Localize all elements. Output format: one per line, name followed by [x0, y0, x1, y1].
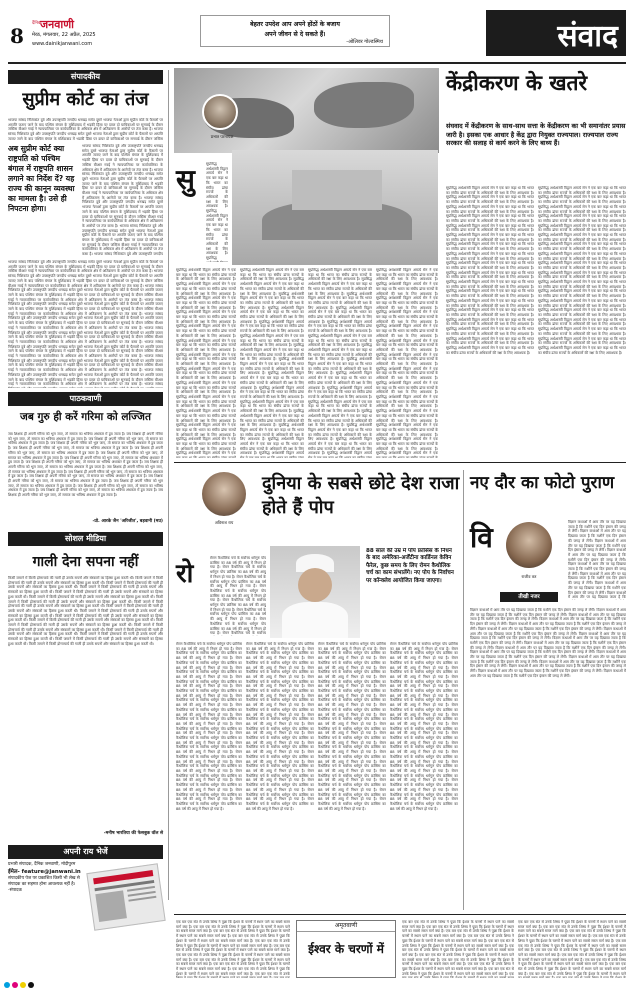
patkawani-body: जब शिक्षक ही अपनी गरिमा को भूल जाए, तो समाज का भविष्य अंधकार में डूब जाता है। जब शिक्षक ही अपनी गरिमा को भूल जाए, तो समाज का भविष्य अंधकार में डूब जाता है। जब शिक्षक ही अपनी गरिमा को भूल जाए, तो समाज का भविष्य अंधकार में डूब जाता है। जब शिक्षक ही अपनी गरिमा को भूल जाए, तो समाज का भविष्य अंधकार में डूब जाता है। जब शिक्षक ही अपनी गरिमा को भूल जाए, तो समाज का भविष्य अंधकार में डूब जाता है। जब शिक्षक ही अपनी गरिमा को भूल जाए, तो समाज का भविष्य अंधकार में डूब जाता है। जब शिक्षक ही अपनी गरिमा को भूल जाए, तो समाज का भविष्य अंधकार में डूब जाता है। जब शिक्षक ही अपनी गरिमा को भूल जाए, तो समाज का भविष्य अंधकार में डूब जाता है। जब शिक्षक ही अपनी गरिमा को भूल जाए, तो समाज का भविष्य अंधकार में डूब जाता है। जब शिक्षक ही अपनी गरिमा को भूल जाए, तो समाज का भविष्य अंधकार में डूब जाता है। जब शिक्षक ही अपनी गरिमा को भूल जाए, तो समाज का भविष्य अंधकार में डूब जाता है। जब शिक्षक ही अपनी गरिमा को भूल जाए, तो समाज का भविष्य अंधकार में डूब जाता है। जब शिक्षक ही अपनी गरिमा को भूल जाए, तो समाज का भविष्य अंधकार में डूब जाता है। जब शिक्षक ही अपनी गरिमा को भूल जाए, तो समाज का भविष्य अंधकार में डूब जाता है। जब शिक्षक ही अपनी गरिमा को भूल जाए, तो समाज का भविष्य अंधकार में डूब जाता है। जब शिक्षक ही अपनी गरिमा को भूल जाए, तो समाज का भविष्य अंधकार में डूब जाता है। जब शिक्षक ही अपनी गरिमा को भूल जाए, तो समाज का भविष्य अंधकार में डूब जाता है। जब शिक्षक ही अपनी गरिमा को भूल जाए, तो समाज का भविष्य अंधकार में डूब जाता है।: [8, 432, 163, 498]
registration-dot-black: [28, 982, 34, 988]
photographer-headline: नए दौर का फोटो पुराण: [470, 473, 615, 493]
editorial-body-bottom: भाजपा सांसद निशिकांत दुबे और उपराष्ट्रपति जगदीप धनखड़ समेत दूसरे भाजपा नेताओं द्वारा सुप्रीम कोर्ट के फैसलों पर आपत्ति जताए जाने के बाद पश्चिम बंगाल के मुर्शिदाबाद में भड़की हिंसा पर दायर दो याचिकाओं पर सुनवाई के दौरान जस्टिस बीआर गवई ने न्यायपालिका पर कार्यपालिका के अधिकार क्षेत्र में अतिक्रमण के आरोपों पर तंज कसा है। भाजपा सांसद निशिकांत दुबे और उपराष्ट्रपति जगदीप धनखड़ समेत दूसरे भाजपा नेताओं द्वारा सुप्रीम कोर्ट के फैसलों पर आपत्ति जताए जाने के बाद पश्चिम बंगाल के मुर्शिदाबाद में भड़की हिंसा पर दायर दो याचिकाओं पर सुनवाई के दौरान जस्टिस बीआर गवई ने न्यायपालिका पर कार्यपालिका के अधिकार क्षेत्र में अतिक्रमण के आरोपों पर तंज कसा है। भाजपा सांसद निशिकांत दुबे और उपराष्ट्रपति जगदीप धनखड़ समेत दूसरे भाजपा नेताओं द्वारा सुप्रीम कोर्ट के फैसलों पर आपत्ति जताए जाने के बाद पश्चिम बंगाल के मुर्शिदाबाद में भड़की हिंसा पर दायर दो याचिकाओं पर सुनवाई के दौरान जस्टिस बीआर गवई ने न्यायपालिका पर कार्यपालिका के अधिकार क्षेत्र में अतिक्रमण के आरोपों पर तंज कसा है। भाजपा सांसद निशिकांत दुबे और उपराष्ट्रपति जगदीप धनखड़ समेत दूसरे भाजपा नेताओं द्वारा सुप्रीम कोर्ट के फैसलों पर आपत्ति जताए जाने के बाद पश्चिम बंगाल के मुर्शिदाबाद में भड़की हिंसा पर दायर दो याचिकाओं पर सुनवाई के दौरान जस्टिस बीआर गवई ने न्यायपालिका पर कार्यपालिका के अधिकार क्षेत्र में अतिक्रमण के आरोपों पर तंज कसा है। भाजपा सांसद निशिकांत दुबे और उपराष्ट्रपति जगदीप धनखड़ समेत दूसरे भाजपा नेताओं द्वारा सुप्रीम कोर्ट के फैसलों पर आपत्ति जताए जाने के बाद पश्चिम बंगाल के मुर्शिदाबाद में भड़की हिंसा पर दायर दो याचिकाओं पर सुनवाई के दौरान जस्टिस बीआर गवई ने न्यायपालिका पर कार्यपालिका के अधिकार क्षेत्र में अतिक्रमण के आरोपों पर तंज कसा है। भाजपा सांसद निशिकांत दुबे और उपराष्ट्रपति जगदीप धनखड़ समेत दूसरे भाजपा नेताओं द्वारा सुप्रीम कोर्ट के फैसलों पर आपत्ति जताए जाने के बाद पश्चिम बंगाल के मुर्शिदाबाद में भड़की हिंसा पर दायर दो याचिकाओं पर सुनवाई के दौरान जस्टिस बीआर गवई ने न्यायपालिका पर कार्यपालिका के अधिकार क्षेत्र में अतिक्रमण के आरोपों पर तंज कसा है। भाजपा सांसद निशिकांत दुबे और उपराष्ट्रपति जगदीप धनखड़ समेत दूसरे भाजपा नेताओं द्वारा सुप्रीम कोर्ट के फैसलों पर आपत्ति जताए जाने के बाद पश्चिम बंगाल के मुर्शिदाबाद में भड़की हिंसा पर दायर दो याचिकाओं पर सुनवाई के दौरान जस्टिस बीआर गवई ने न्यायपालिका पर कार्यपालिका के अधिकार क्षेत्र में अतिक्रमण के आरोपों पर तंज कसा है। भाजपा सांसद निशिकांत दुबे और उपराष्ट्रपति जगदीप धनखड़ समेत दूसरे भाजपा नेताओं द्वारा सुप्रीम कोर्ट के फैसलों पर आपत्ति जताए जाने के बाद पश्चिम बंगाल के मुर्शिदाबाद में भड़की हिंसा पर दायर दो याचिकाओं पर सुनवाई के दौरान जस्टिस बीआर गवई ने न्यायपालिका पर कार्यपालिका के अधिकार क्षेत्र में अतिक्रमण के आरोपों पर तंज कसा है। भाजपा सांसद निशिकांत दुबे और उपराष्ट्रपति जगदीप धनखड़ समेत दूसरे भाजपा नेताओं द्वारा सुप्रीम कोर्ट के फैसलों पर आपत्ति जताए जाने के बाद पश्चिम बंगाल के मुर्शिदाबाद में भड़की हिंसा पर दायर दो याचिकाओं पर सुनवाई के दौरान जस्टिस बीआर गवई ने न्यायपालिका पर कार्यपालिका के अधिकार क्षेत्र में अतिक्रमण के आरोपों पर तंज कसा है। भाजपा सांसद: [8, 260, 163, 387]
amritvani-body-left: एक बार एक संत से उनके शिष्य ने पूछा कि ईश्वर के चरणों में स्थान पाने का सबसे सरल मार्ग क्या है। एक बार एक संत से उनके शिष्य ने पूछा कि ईश्वर के चरणों में स्थान पाने का सबसे सरल मार्ग क्या है। एक बार एक संत से उनके शिष्य ने पूछा कि ईश्वर के चरणों में स्थान पाने का सबसे सरल मार्ग क्या है। एक बार एक संत से उनके शिष्य ने पूछा कि ईश्वर के चरणों में स्थान पाने का सबसे सरल मार्ग क्या है। एक बार एक संत से उनके शिष्य ने पूछा कि ईश्वर के चरणों में स्थान पाने का सबसे सरल मार्ग क्या है। एक बार एक संत से उनके शिष्य ने पूछा कि ईश्वर के चरणों में स्थान पाने का सबसे सरल मार्ग क्या है। एक बार एक संत से उनके शिष्य ने पूछा कि ईश्वर के चरणों में स्थान पाने का सबसे सरल मार्ग क्या है। एक बार एक संत से उनके शिष्य ने पूछा कि ईश्वर के चरणों में स्थान पाने का सबसे सरल मार्ग क्या है। एक बार एक संत से उनके शिष्य ने पूछा कि ईश्वर के चरणों में स्थान पाने का सबसे सरल मार्ग क्या है। एक बार एक संत से उनके शिष्य ने पूछा कि ईश्वर के चरणों में स्थान पाने का सबसे सरल मार्ग क्या है। एक बार एक संत से उनके: [176, 920, 290, 976]
letters-line-1: प्रभारी संपादक, दैनिक जनवाणी, मोदीपुरम: [8, 862, 76, 867]
quote-author: -ओलिवर गोल्डस्मिथ: [346, 39, 383, 45]
masthead-rule: [8, 62, 626, 64]
centralization-body-col5: सुप्रसिद्ध अर्थशास्त्री विद्वान अमर्त्य सेन ने एक बार कहा था कि भारत का संघीय ढांचा राज्यों के अधिकारों की रक्षा के लिए आवश्यक है। सुप्रसिद्ध अर्थशास्त्री विद्वान अमर्त्य सेन ने एक बार कहा था कि भारत का संघीय ढांचा राज्यों के अधिकारों की रक्षा के लिए आवश्यक है। सुप्रसिद्ध अर्थशास्त्री विद्वान अमर्त्य सेन ने एक बार कहा था कि भारत का संघीय ढांचा राज्यों के अधिकारों की रक्षा के लिए आवश्यक है। सुप्रसिद्ध अर्थशास्त्री विद्वान अमर्त्य सेन ने एक बार कहा था कि भारत का संघीय ढांचा राज्यों के अधिकारों की रक्षा के लिए आवश्यक है। सुप्रसिद्ध अर्थशास्त्री विद्वान अमर्त्य सेन ने एक बार कहा था कि भारत का संघीय ढांचा राज्यों के अधिकारों की रक्षा के लिए आवश्यक है। सुप्रसिद्ध अर्थशास्त्री विद्वान अमर्त्य सेन ने एक बार कहा था कि भारत का संघीय ढांचा राज्यों के अधिकारों की रक्षा के लिए आवश्यक है। सुप्रसिद्ध अर्थशास्त्री विद्वान अमर्त्य सेन ने एक बार कहा था कि भारत का संघीय ढांचा राज्यों के अधिकारों की रक्षा के लिए आवश्यक है। सुप्रसिद्ध अर्थशास्त्री विद्वान अमर्त्य सेन ने एक बार कहा था कि भारत का संघीय ढांचा राज्यों के अधिकारों की रक्षा के लिए आवश्यक है। सुप्रसिद्ध अर्थशास्त्री विद्वान अमर्त्य सेन ने एक बार कहा था कि भारत का संघीय ढांचा राज्यों के अधिकारों की रक्षा के लिए आवश्यक है। सुप्रसिद्ध अर्थशास्त्री विद्वान अमर्त्य सेन ने एक बार कहा था कि भारत का संघीय ढांचा राज्यों के अधिकारों की रक्षा के लिए आवश्यक है। सुप्रसिद्ध अर्थशास्त्री विद्वान अमर्त्य सेन ने एक बार कहा था कि भारत का संघीय ढांचा राज्यों के अधिकारों की रक्षा के लिए आवश्यक है। सुप्रसिद्ध अर्थशास्त्री विद्वान अमर्त्य सेन ने एक बार कहा था कि भारत का संघीय ढांचा राज्यों के अधिकारों की रक्षा के लिए आवश्यक है। सुप्रसिद्ध अर्थशास्त्री विद्वान अमर्त्य सेन ने एक बार कहा था कि भारत का संघीय ढांचा राज्यों के अधिकारों की रक्षा के लिए आवश्यक है। सुप्रसिद्ध अर्थशास्त्री विद्वान अमर्त्य सेन ने एक बार कहा था कि भारत का संघीय ढांचा राज्यों के अधिकारों की रक्षा के लिए आवश्यक है। सुप्रसिद्ध अर्थशास्त्री विद्वान अमर्त्य सेन ने एक बार कहा था कि भारत का संघीय ढांचा राज्यों के अधिकारों की रक्षा के लिए आवश्यक है। सुप्रसिद्ध अर्थशास्त्री विद्वान अमर्त्य सेन ने एक बार कहा था कि भारत का संघीय ढांचा राज्यों के अधिकारों की रक्षा के लिए आवश्यक है। सुप्रसिद्ध अर्थशास्त्री विद्वान अमर्त्य सेन ने एक बार कहा था कि भारत का संघीय ढांचा राज्यों के अधिकारों की रक्षा के लिए आवश्यक है। सुप्रसिद्ध अर्थशास्त्री विद्वान अमर्त्य सेन ने एक बार कहा था कि भारत का संघीय ढांचा राज्यों के अधिकारों की रक्षा के लिए आवश्यक है।: [446, 186, 534, 355]
patkawani-label: पाठकवाणी: [8, 392, 163, 406]
amritvani-label: अमृतवाणी: [297, 921, 395, 932]
parliament-illustration: [232, 150, 438, 265]
registration-dot-cyan: [4, 982, 10, 988]
columnist-caption: प्रभात पटनायक: [210, 134, 234, 139]
masthead: [0, 0, 634, 62]
writer-portrait: [202, 472, 246, 516]
editorial-body-side: भाजपा सांसद निशिकांत दुबे और उपराष्ट्रपति जगदीप धनखड़ समेत दूसरे भाजपा नेताओं द्वारा सुप्रीम कोर्ट के फैसलों पर आपत्ति जताए जाने के बाद पश्चिम बंगाल के मुर्शिदाबाद में भड़की हिंसा पर दायर दो याचिकाओं पर सुनवाई के दौरान जस्टिस बीआर गवई ने न्यायपालिका पर कार्यपालिका के अधिकार क्षेत्र में अतिक्रमण के आरोपों पर तंज कसा है। भाजपा सांसद निशिकांत दुबे और उपराष्ट्रपति जगदीप धनखड़ समेत दूसरे भाजपा नेताओं द्वारा सुप्रीम कोर्ट के फैसलों पर आपत्ति जताए जाने के बाद पश्चिम बंगाल के मुर्शिदाबाद में भड़की हिंसा पर दायर दो याचिकाओं पर सुनवाई के दौरान जस्टिस बीआर गवई ने न्यायपालिका पर कार्यपालिका के अधिकार क्षेत्र में अतिक्रमण के आरोपों पर तंज कसा है। भाजपा सांसद निशिकांत दुबे और उपराष्ट्रपति जगदीप धनखड़ समेत दूसरे भाजपा नेताओं द्वारा सुप्रीम कोर्ट के फैसलों पर आपत्ति जताए जाने के बाद पश्चिम बंगाल के मुर्शिदाबाद में भड़की हिंसा पर दायर दो याचिकाओं पर सुनवाई के दौरान जस्टिस बीआर गवई ने न्यायपालिका पर कार्यपालिका के अधिकार क्षेत्र में अतिक्रमण के आरोपों पर तंज कसा है। भाजपा सांसद निशिकांत दुबे और उपराष्ट्रपति जगदीप धनखड़ समेत दूसरे भाजपा नेताओं द्वारा सुप्रीम कोर्ट के फैसलों पर आपत्ति जताए जाने के बाद पश्चिम बंगाल के मुर्शिदाबाद में भड़की हिंसा पर दायर दो याचिकाओं पर सुनवाई के दौरान जस्टिस बीआर गवई ने न्यायपालिका पर कार्यपालिका के अधिकार क्षेत्र में अतिक्रमण के आरोपों पर तंज कसा है। भाजपा सांसद निशिकांत दुबे और उपराष्ट्रपति जगदीप: [82, 144, 163, 256]
pope-body-col4: रोमन कैथोलिक चर्च के सर्वोच्च धर्मगुरु पोप फ्रांसिस का 88 वर्ष की आयु में निधन हो गया है। रोमन कैथोलिक चर्च के सर्वोच्च धर्मगुरु पोप फ्रांसिस का 88 वर्ष की आयु में निधन हो गया है। रोमन कैथोलिक चर्च के सर्वोच्च धर्मगुरु पोप फ्रांसिस का 88 वर्ष की आयु में निधन हो गया है। रोमन कैथोलिक चर्च के सर्वोच्च धर्मगुरु पोप फ्रांसिस का 88 वर्ष की आयु में निधन हो गया है। रोमन कैथोलिक चर्च के सर्वोच्च धर्मगुरु पोप फ्रांसिस का 88 वर्ष की आयु में निधन हो गया है। रोमन कैथोलिक चर्च के सर्वोच्च धर्मगुरु पोप फ्रांसिस का 88 वर्ष की आयु में निधन हो गया है। रोमन कैथोलिक चर्च के सर्वोच्च धर्मगुरु पोप फ्रांसिस का 88 वर्ष की आयु में निधन हो गया है। रोमन कैथोलिक चर्च के सर्वोच्च धर्मगुरु पोप फ्रांसिस का 88 वर्ष की आयु में निधन हो गया है। रोमन कैथोलिक चर्च के सर्वोच्च धर्मगुरु पोप फ्रांसिस का 88 वर्ष की आयु में निधन हो गया है। रोमन कैथोलिक चर्च के सर्वोच्च धर्मगुरु पोप फ्रांसिस का 88 वर्ष की आयु में निधन हो गया है। रोमन कैथोलिक चर्च के सर्वोच्च धर्मगुरु पोप फ्रांसिस का 88 वर्ष की आयु में निधन हो गया है। रोमन कैथोलिक चर्च के सर्वोच्च धर्मगुरु पोप फ्रांसिस का 88 वर्ष की आयु में निधन हो गया है। रोमन कैथोलिक चर्च के सर्वोच्च धर्मगुरु पोप फ्रांसिस का 88 वर्ष की आयु में निधन हो गया है। रोमन कैथोलिक चर्च के सर्वोच्च धर्मगुरु पोप फ्रांसिस का 88 वर्ष की आयु में निधन हो गया है। रोमन कैथोलिक चर्च के सर्वोच्च धर्मगुरु पोप फ्रांसिस का 88 वर्ष की आयु में निधन हो गया है। रोमन कैथोलिक चर्च के सर्वोच्च धर्मगुरु पोप फ्रांसिस का 88 वर्ष की आयु में निधन हो गया है। रोमन कैथोलिक चर्च के सर्वोच्च धर्मगुरु पोप फ्रांसिस का 88 वर्ष की आयु में निधन हो गया है। रोमन कैथोलिक चर्च के सर्वोच्च धर्मगुरु पोप फ्रांसिस का 88 वर्ष की आयु में निधन हो गया है।: [390, 642, 458, 811]
editorial-pullquote: अब सुप्रीम कोर्ट क्या राष्ट्रपति को पश्चिम बंगाल में राष्ट्रपति शासन लगाने का निर्देश दें? यह राज्य की कानून व्यवस्था का मामला है। उसे ही निपटना होगा।: [8, 144, 75, 213]
section-title: संवाद: [557, 19, 618, 54]
pope-headline: दुनिया के सबसे छोटे देश राजा होते हैं पोप: [262, 473, 460, 518]
photographer-dropcap: वि: [470, 521, 493, 554]
registration-dot-yellow: [20, 982, 26, 988]
centralization-body-col4: सुप्रसिद्ध अर्थशास्त्री विद्वान अमर्त्य सेन ने एक बार कहा था कि भारत का संघीय ढांचा राज्यों के अधिकारों की रक्षा के लिए आवश्यक है। सुप्रसिद्ध अर्थशास्त्री विद्वान अमर्त्य सेन ने एक बार कहा था कि भारत का संघीय ढांचा राज्यों के अधिकारों की रक्षा के लिए आवश्यक है। सुप्रसिद्ध अर्थशास्त्री विद्वान अमर्त्य सेन ने एक बार कहा था कि भारत का संघीय ढांचा राज्यों के अधिकारों की रक्षा के लिए आवश्यक है। सुप्रसिद्ध अर्थशास्त्री विद्वान अमर्त्य सेन ने एक बार कहा था कि भारत का संघीय ढांचा राज्यों के अधिकारों की रक्षा के लिए आवश्यक है। सुप्रसिद्ध अर्थशास्त्री विद्वान अमर्त्य सेन ने एक बार कहा था कि भारत का संघीय ढांचा राज्यों के अधिकारों की रक्षा के लिए आवश्यक है। सुप्रसिद्ध अर्थशास्त्री विद्वान अमर्त्य सेन ने एक बार कहा था कि भारत का संघीय ढांचा राज्यों के अधिकारों की रक्षा के लिए आवश्यक है। सुप्रसिद्ध अर्थशास्त्री विद्वान अमर्त्य सेन ने एक बार कहा था कि भारत का संघीय ढांचा राज्यों के अधिकारों की रक्षा के लिए आवश्यक है। सुप्रसिद्ध अर्थशास्त्री विद्वान अमर्त्य सेन ने एक बार कहा था कि भारत का संघीय ढांचा राज्यों के अधिकारों की रक्षा के लिए आवश्यक है। सुप्रसिद्ध अर्थशास्त्री विद्वान अमर्त्य सेन ने एक बार कहा था कि भारत का संघीय ढांचा राज्यों के अधिकारों की रक्षा के लिए आवश्यक है। सुप्रसिद्ध अर्थशास्त्री विद्वान अमर्त्य सेन ने एक बार कहा था कि भारत का संघीय ढांचा राज्यों के अधिकारों की रक्षा के लिए आवश्यक है। सुप्रसिद्ध अर्थशास्त्री विद्वान अमर्त्य सेन ने एक बार कहा था कि भारत का संघीय ढांचा राज्यों के अधिकारों की रक्षा के लिए आवश्यक है। सुप्रसिद्ध अर्थशास्त्री विद्वान अमर्त्य सेन ने एक बार कहा था कि भारत का संघीय ढांचा राज्यों के अधिकारों की रक्षा के लिए आवश्यक है। सुप्रसिद्ध अर्थशास्त्री विद्वान अमर्त्य सेन ने एक बार कहा था कि भारत का संघीय ढांचा राज्यों के अधिकारों की रक्षा के लिए आवश्यक है। सुप्रसिद्ध अर्थशास्त्री विद्वान अमर्त्य सेन ने एक: [376, 268, 438, 456]
photographer-byline-label: तीखी नजर: [500, 592, 558, 602]
amritvani-body-right: एक बार एक संत से उनके शिष्य ने पूछा कि ईश्वर के चरणों में स्थान पाने का सबसे सरल मार्ग क्या है। एक बार एक संत से उनके शिष्य ने पूछा कि ईश्वर के चरणों में स्थान पाने का सबसे सरल मार्ग क्या है। एक बार एक संत से उनके शिष्य ने पूछा कि ईश्वर के चरणों में स्थान पाने का सबसे सरल मार्ग क्या है। एक बार एक संत से उनके शिष्य ने पूछा कि ईश्वर के चरणों में स्थान पाने का सबसे सरल मार्ग क्या है। एक बार एक संत से उनके शिष्य ने पूछा कि ईश्वर के चरणों में स्थान पाने का सबसे सरल मार्ग क्या है। एक बार एक संत से उनके शिष्य ने पूछा कि ईश्वर के चरणों में स्थान पाने का सबसे सरल मार्ग क्या है। एक बार एक संत से उनके शिष्य ने पूछा कि ईश्वर के चरणों में स्थान पाने का सबसे सरल मार्ग क्या है। एक बार एक संत से उनके शिष्य ने पूछा कि ईश्वर के चरणों में स्थान पाने का सबसे सरल मार्ग क्या है। एक बार एक संत से उनके शिष्य ने पूछा कि ईश्वर के चरणों में स्थान पाने का सबसे सरल मार्ग क्या है। एक बार एक संत से उनके शिष्य ने पूछा कि ईश्वर के चरणों में स्थान पाने: [518, 920, 626, 976]
photographer-body: विज्ञान कथाओं में आम तौर पर यह दिखाया जाता है कि मशीनें एक दिन इंसान की जगह ले लेंगी। विज्ञान कथाओं में आम तौर पर यह दिखाया जाता है कि मशीनें एक दिन इंसान की जगह ले लेंगी। विज्ञान कथाओं में आम तौर पर यह दिखाया जाता है कि मशीनें एक दिन इंसान की जगह ले लेंगी। विज्ञान कथाओं में आम तौर पर यह दिखाया जाता है कि मशीनें एक दिन इंसान की जगह ले लेंगी। विज्ञान कथाओं में आम तौर पर यह दिखाया जाता है कि मशीनें एक दिन इंसान की जगह ले लेंगी। विज्ञान कथाओं में आम तौर पर यह दिखाया जाता है कि मशीनें एक दिन इंसान की जगह ले लेंगी। विज्ञान कथाओं में आम तौर पर यह दिखाया जाता है कि मशीनें एक दिन इंसान की जगह ले लेंगी। विज्ञान कथाओं में आम तौर पर यह दिखाया जाता है कि मशीनें एक दिन इंसान की जगह ले लेंगी। विज्ञान कथाओं में आम तौर पर यह दिखाया जाता है कि मशीनें एक दिन इंसान की जगह ले लेंगी। विज्ञान कथाओं में आम तौर पर यह दिखाया जाता है कि मशीनें एक दिन इंसान की जगह ले लेंगी। विज्ञान कथाओं में आम तौर पर यह दिखाया जाता है कि मशीनें एक दिन इंसान की जगह ले लेंगी। विज्ञान कथाओं में आम तौर पर यह दिखाया जाता है कि मशीनें एक दिन इंसान की जगह ले लेंगी। विज्ञान कथाओं में आम तौर पर यह दिखाया जाता है कि मशीनें एक दिन इंसान की जगह ले लेंगी। विज्ञान कथाओं में आम तौर पर यह दिखाया जाता है कि मशीनें एक दिन इंसान की जगह ले लेंगी। विज्ञान कथाओं में आम तौर पर यह दिखाया जाता है कि मशीनें एक दिन इंसान की जगह ले लेंगी। विज्ञान कथाओं में आम तौर पर यह दिखाया जाता है कि मशीनें एक दिन इंसान की जगह ले लेंगी। विज्ञान कथाओं में आम तौर पर यह दिखाया जाता है कि मशीनें एक दिन इंसान की जगह ले लेंगी। विज्ञान कथाओं में आम तौर पर यह दिखाया जाता है कि मशीनें एक दिन इंसान की जगह ले लेंगी।: [470, 608, 626, 678]
social-label: सोशल मीडिया: [8, 532, 163, 546]
quote-line-1: बेहतर उपदेश आप अपने होंठों के बजाय: [250, 21, 340, 28]
photographer-portrait: [506, 522, 552, 568]
amritvani-body-mid: एक बार एक संत से उनके शिष्य ने पूछा कि ईश्वर के चरणों में स्थान पाने का सबसे सरल मार्ग क्या है। एक बार एक संत से उनके शिष्य ने पूछा कि ईश्वर के चरणों में स्थान पाने का सबसे सरल मार्ग क्या है। एक बार एक संत से उनके शिष्य ने पूछा कि ईश्वर के चरणों में स्थान पाने का सबसे सरल मार्ग क्या है। एक बार एक संत से उनके शिष्य ने पूछा कि ईश्वर के चरणों में स्थान पाने का सबसे सरल मार्ग क्या है। एक बार एक संत से उनके शिष्य ने पूछा कि ईश्वर के चरणों में स्थान पाने का सबसे सरल मार्ग क्या है। एक बार एक संत से उनके शिष्य ने पूछा कि ईश्वर के चरणों में स्थान पाने का सबसे सरल मार्ग क्या है। एक बार एक संत से उनके शिष्य ने पूछा कि ईश्वर के चरणों में स्थान पाने का सबसे सरल मार्ग क्या है। एक बार एक संत से उनके शिष्य ने पूछा कि ईश्वर के चरणों में स्थान पाने का सबसे सरल मार्ग क्या है। एक बार एक संत से उनके शिष्य ने पूछा कि ईश्वर के चरणों में स्थान पाने का सबसे सरल मार्ग क्या है। एक बार एक संत से उनके शिष्य ने पूछा कि ईश्वर के चरणों में स्थान पाने का सबसे सरल मार्ग क्या है। एक: [402, 920, 514, 976]
bottom-rule: [174, 914, 626, 915]
amritvani-box: [296, 920, 396, 978]
pope-body-intro: रोमन कैथोलिक चर्च के सर्वोच्च धर्मगुरु पोप फ्रांसिस का 88 वर्ष की आयु में निधन हो गया है। रोमन कैथोलिक चर्च के सर्वोच्च धर्मगुरु पोप फ्रांसिस का 88 वर्ष की आयु में निधन हो गया है। रोमन कैथोलिक चर्च के सर्वोच्च धर्मगुरु पोप फ्रांसिस का 88 वर्ष की आयु में निधन हो गया है। रोमन कैथोलिक चर्च के सर्वोच्च धर्मगुरु पोप फ्रांसिस का 88 वर्ष की आयु में निधन हो गया है। रोमन कैथोलिक चर्च के सर्वोच्च धर्मगुरु पोप फ्रांसिस का 88 वर्ष की आयु में निधन हो गया है। रोमन कैथोलिक चर्च के सर्वोच्च धर्मगुरु पोप फ्रांसिस का 88 वर्ष की आयु में निधन हो गया है। रोमन कैथोलिक चर्च के सर्वोच्च धर्मगुरु पोप फ्रांसिस का 88 वर्ष की आयु में निधन हो गया है। रोमन कैथोलिक चर्च के सर्वोच्च: [210, 556, 266, 636]
section-banner: [486, 10, 626, 56]
quote-box: [200, 15, 390, 47]
social-headline: गाली देना सपना नहीं: [32, 554, 139, 570]
patkawani-author: -प्रो. आरके जैन 'अरिजीत', बड़वानी (मप्र): [92, 519, 163, 524]
paper-name: जनवाणी: [40, 18, 75, 31]
dropcap-letter: सु: [176, 163, 195, 196]
letters-line-2[interactable]: ईमेल- feature@janwani.in: [8, 869, 81, 875]
editorial-headline: सुप्रीम कोर्ट का तंज: [22, 89, 149, 110]
centralization-body-col1: सुप्रसिद्ध अर्थशास्त्री विद्वान अमर्त्य सेन ने एक बार कहा था कि भारत का संघीय ढांचा राज्यों के अधिकारों की रक्षा के लिए आवश्यक है। सुप्रसिद्ध अर्थशास्त्री विद्वान अमर्त्य सेन ने एक बार कहा था कि भारत का संघीय ढांचा राज्यों के अधिकारों की रक्षा के लिए आवश्यक है। सुप्रसिद्ध: [206, 162, 228, 261]
quote-line-2: अपने जीवन से दे सकते हैं।: [264, 31, 326, 38]
pope-body-col3: रोमन कैथोलिक चर्च के सर्वोच्च धर्मगुरु पोप फ्रांसिस का 88 वर्ष की आयु में निधन हो गया है। रोमन कैथोलिक चर्च के सर्वोच्च धर्मगुरु पोप फ्रांसिस का 88 वर्ष की आयु में निधन हो गया है। रोमन कैथोलिक चर्च के सर्वोच्च धर्मगुरु पोप फ्रांसिस का 88 वर्ष की आयु में निधन हो गया है। रोमन कैथोलिक चर्च के सर्वोच्च धर्मगुरु पोप फ्रांसिस का 88 वर्ष की आयु में निधन हो गया है। रोमन कैथोलिक चर्च के सर्वोच्च धर्मगुरु पोप फ्रांसिस का 88 वर्ष की आयु में निधन हो गया है। रोमन कैथोलिक चर्च के सर्वोच्च धर्मगुरु पोप फ्रांसिस का 88 वर्ष की आयु में निधन हो गया है। रोमन कैथोलिक चर्च के सर्वोच्च धर्मगुरु पोप फ्रांसिस का 88 वर्ष की आयु में निधन हो गया है। रोमन कैथोलिक चर्च के सर्वोच्च धर्मगुरु पोप फ्रांसिस का 88 वर्ष की आयु में निधन हो गया है। रोमन कैथोलिक चर्च के सर्वोच्च धर्मगुरु पोप फ्रांसिस का 88 वर्ष की आयु में निधन हो गया है। रोमन कैथोलिक चर्च के सर्वोच्च धर्मगुरु पोप फ्रांसिस का 88 वर्ष की आयु में निधन हो गया है। रोमन कैथोलिक चर्च के सर्वोच्च धर्मगुरु पोप फ्रांसिस का 88 वर्ष की आयु में निधन हो गया है। रोमन कैथोलिक चर्च के सर्वोच्च धर्मगुरु पोप फ्रांसिस का 88 वर्ष की आयु में निधन हो गया है। रोमन कैथोलिक चर्च के सर्वोच्च धर्मगुरु पोप फ्रांसिस का 88 वर्ष की आयु में निधन हो गया है। रोमन कैथोलिक चर्च के सर्वोच्च धर्मगुरु पोप फ्रांसिस का 88 वर्ष की आयु में निधन हो गया है। रोमन कैथोलिक चर्च के सर्वोच्च धर्मगुरु पोप फ्रांसिस का 88 वर्ष की आयु में निधन हो गया है। रोमन कैथोलिक चर्च के सर्वोच्च धर्मगुरु पोप फ्रांसिस का 88 वर्ष की आयु में निधन हो गया है। रोमन कैथोलिक चर्च के सर्वोच्च धर्मगुरु पोप फ्रांसिस का 88 वर्ष की आयु में निधन हो गया है। रोमन कैथोलिक चर्च के सर्वोच्च धर्मगुरु पोप फ्रांसिस का 88 वर्ष की आयु में निधन हो गया है।: [318, 642, 386, 811]
centralization-body-col3: सुप्रसिद्ध अर्थशास्त्री विद्वान अमर्त्य सेन ने एक बार कहा था कि भारत का संघीय ढांचा राज्यों के अधिकारों की रक्षा के लिए आवश्यक है। सुप्रसिद्ध अर्थशास्त्री विद्वान अमर्त्य सेन ने एक बार कहा था कि भारत का संघीय ढांचा राज्यों के अधिकारों की रक्षा के लिए आवश्यक है। सुप्रसिद्ध अर्थशास्त्री विद्वान अमर्त्य सेन ने एक बार कहा था कि भारत का संघीय ढांचा राज्यों के अधिकारों की रक्षा के लिए आवश्यक है। सुप्रसिद्ध अर्थशास्त्री विद्वान अमर्त्य सेन ने एक बार कहा था कि भारत का संघीय ढांचा राज्यों के अधिकारों की रक्षा के लिए आवश्यक है। सुप्रसिद्ध अर्थशास्त्री विद्वान अमर्त्य सेन ने एक बार कहा था कि भारत का संघीय ढांचा राज्यों के अधिकारों की रक्षा के लिए आवश्यक है। सुप्रसिद्ध अर्थशास्त्री विद्वान अमर्त्य सेन ने एक बार कहा था कि भारत का संघीय ढांचा राज्यों के अधिकारों की रक्षा के लिए आवश्यक है। सुप्रसिद्ध अर्थशास्त्री विद्वान अमर्त्य सेन ने एक बार कहा था कि भारत का संघीय ढांचा राज्यों के अधिकारों की रक्षा के लिए आवश्यक है। सुप्रसिद्ध अर्थशास्त्री विद्वान अमर्त्य सेन ने एक बार कहा था कि भारत का संघीय ढांचा राज्यों के अधिकारों की रक्षा के लिए आवश्यक है। सुप्रसिद्ध अर्थशास्त्री विद्वान अमर्त्य सेन ने एक बार कहा था कि भारत का संघीय ढांचा राज्यों के अधिकारों की रक्षा के लिए आवश्यक है। सुप्रसिद्ध अर्थशास्त्री विद्वान अमर्त्य सेन ने एक बार कहा था कि भारत का संघीय ढांचा राज्यों के अधिकारों की रक्षा के लिए आवश्यक है। सुप्रसिद्ध अर्थशास्त्री विद्वान अमर्त्य सेन ने एक बार कहा था कि भारत का संघीय ढांचा राज्यों के अधिकारों की रक्षा के लिए आवश्यक है। सुप्रसिद्ध अर्थशास्त्री विद्वान अमर्त्य सेन ने एक बार कहा था कि भारत का संघीय ढांचा राज्यों के अधिकारों की रक्षा के लिए आवश्यक है। सुप्रसिद्ध अर्थशास्त्री विद्वान अमर्त्य सेन ने एक बार कहा था कि भारत का संघीय ढांचा राज्यों के अधिकारों की रक्षा के लिए आवश्यक है। सुप्रसिद्ध अर्थशास्त्री विद्वान अमर्त्य सेन ने एक बार कहा था कि भारत का संघीय ढांचा राज्यों के अधिकारों की रक्षा के लिए आवश्यक है। सुप्रसिद्ध अर्थशास्त्री विद्वान अमर्त्य: [308, 268, 372, 456]
photographer-writer-caption: राजीव कर: [521, 574, 537, 579]
paper-name-small: दैनिक: [32, 21, 42, 26]
fold-rule: [174, 462, 626, 463]
newspaper-illustration: [86, 863, 165, 930]
centralization-body-col1b: सुप्रसिद्ध अर्थशास्त्री विद्वान अमर्त्य सेन ने एक बार कहा था कि भारत का संघीय ढांचा राज्यों के अधिकारों की रक्षा के लिए आवश्यक है। सुप्रसिद्ध अर्थशास्त्री विद्वान अमर्त्य सेन ने एक बार कहा था कि भारत का संघीय ढांचा राज्यों के अधिकारों की रक्षा के लिए आवश्यक है। सुप्रसिद्ध अर्थशास्त्री विद्वान अमर्त्य सेन ने एक बार कहा था कि भारत का संघीय ढांचा राज्यों के अधिकारों की रक्षा के लिए आवश्यक है। सुप्रसिद्ध अर्थशास्त्री विद्वान अमर्त्य सेन ने एक बार कहा था कि भारत का संघीय ढांचा राज्यों के अधिकारों की रक्षा के लिए आवश्यक है। सुप्रसिद्ध अर्थशास्त्री विद्वान अमर्त्य सेन ने एक बार कहा था कि भारत का संघीय ढांचा राज्यों के अधिकारों की रक्षा के लिए आवश्यक है। सुप्रसिद्ध अर्थशास्त्री विद्वान अमर्त्य सेन ने एक बार कहा था कि भारत का संघीय ढांचा राज्यों के अधिकारों की रक्षा के लिए आवश्यक है। सुप्रसिद्ध अर्थशास्त्री विद्वान अमर्त्य सेन ने एक बार कहा था कि भारत का संघीय ढांचा राज्यों के अधिकारों की रक्षा के लिए आवश्यक है। सुप्रसिद्ध अर्थशास्त्री विद्वान अमर्त्य सेन ने एक बार कहा था कि भारत का संघीय ढांचा राज्यों के अधिकारों की रक्षा के लिए आवश्यक है। सुप्रसिद्ध अर्थशास्त्री विद्वान अमर्त्य सेन ने एक बार कहा था कि भारत का संघीय ढांचा राज्यों के अधिकारों की रक्षा के लिए आवश्यक है। सुप्रसिद्ध अर्थशास्त्री विद्वान अमर्त्य सेन ने एक बार कहा था कि भारत का संघीय ढांचा राज्यों के अधिकारों की रक्षा के लिए आवश्यक है। सुप्रसिद्ध अर्थशास्त्री विद्वान अमर्त्य सेन ने एक बार कहा था कि भारत का संघीय ढांचा राज्यों के अधिकारों की रक्षा के लिए आवश्यक है। सुप्रसिद्ध अर्थशास्त्री विद्वान अमर्त्य सेन ने एक बार कहा था कि भारत का संघीय ढांचा राज्यों के अधिकारों की रक्षा के लिए आवश्यक है। सुप्रसिद्ध अर्थशास्त्री विद्वान अमर्त्य सेन ने एक बार कहा था कि भारत का संघीय ढांचा राज्यों के अधिकारों की रक्षा के लिए आवश्यक है। सुप्रसिद्ध अर्थशास्त्री विद्वान अमर्त्य सेन ने एक: [176, 268, 236, 456]
website[interactable]: www.dainikjanwani.com: [32, 41, 93, 47]
editorial-body-top: भाजपा सांसद निशिकांत दुबे और उपराष्ट्रपति जगदीप धनखड़ समेत दूसरे भाजपा नेताओं द्वारा सुप्रीम कोर्ट के फैसलों पर आपत्ति जताए जाने के बाद पश्चिम बंगाल के मुर्शिदाबाद में भड़की हिंसा पर दायर दो याचिकाओं पर सुनवाई के दौरान जस्टिस बीआर गवई ने न्यायपालिका पर कार्यपालिका के अधिकार क्षेत्र में अतिक्रमण के आरोपों पर तंज कसा है। भाजपा सांसद निशिकांत दुबे और उपराष्ट्रपति जगदीप धनखड़ समेत दूसरे भाजपा नेताओं द्वारा सुप्रीम कोर्ट के फैसलों पर आपत्ति जताए जाने के बाद पश्चिम बंगाल के मुर्शिदाबाद में भड़की हिंसा पर दायर दो याचिकाओं पर सुनवाई के दौरान जस्टिस: [8, 118, 163, 140]
centralization-deck: संघवाद में केंद्रीकरण के साथ-साथ सत्ता के केंद्रीकरण का भी समानांतर प्रयास जारी है। इसका एक आधार है केंद्र द्वारा नियुक्त राज्यपाल। राज्यपाल राज्य सरकार की सलाह से कार्य करने के लिए बाध्य हैं।: [446, 122, 626, 148]
columnist-portrait: [202, 94, 238, 130]
right-divider: [463, 470, 464, 910]
editorial-label: संपादकीय: [8, 70, 163, 84]
photographer-body-intro: विज्ञान कथाओं में आम तौर पर यह दिखाया जाता है कि मशीनें एक दिन इंसान की जगह ले लेंगी। विज्ञान कथाओं में आम तौर पर यह दिखाया जाता है कि मशीनें एक दिन इंसान की जगह ले लेंगी। विज्ञान कथाओं में आम तौर पर यह दिखाया जाता है कि मशीनें एक दिन इंसान की जगह ले लेंगी। विज्ञान कथाओं में आम तौर पर यह दिखाया जाता है कि मशीनें एक दिन इंसान की जगह ले लेंगी। विज्ञान कथाओं में आम तौर पर यह दिखाया जाता है कि मशीनें एक दिन इंसान की जगह ले लेंगी। विज्ञान कथाओं में आम तौर पर यह दिखाया जाता है कि मशीनें एक दिन इंसान की जगह ले लेंगी। विज्ञान कथाओं में आम तौर पर यह दिखाया जाता है कि मशीनें एक दिन इंसान की जगह ले लेंगी। विज्ञान कथाओं में आम तौर पर यह दिखाया जाता है कि: [568, 520, 626, 600]
column-divider: [168, 70, 169, 900]
letters-label: अपनी राय भेजें: [8, 845, 163, 859]
page-number: 8: [10, 24, 24, 48]
dateline: मेरठ, मंगलवार, 22 अप्रैल, 2025: [32, 32, 96, 38]
registration-dot-magenta: [12, 982, 18, 988]
pope-body-col1: रोमन कैथोलिक चर्च के सर्वोच्च धर्मगुरु पोप फ्रांसिस का 88 वर्ष की आयु में निधन हो गया है। रोमन कैथोलिक चर्च के सर्वोच्च धर्मगुरु पोप फ्रांसिस का 88 वर्ष की आयु में निधन हो गया है। रोमन कैथोलिक चर्च के सर्वोच्च धर्मगुरु पोप फ्रांसिस का 88 वर्ष की आयु में निधन हो गया है। रोमन कैथोलिक चर्च के सर्वोच्च धर्मगुरु पोप फ्रांसिस का 88 वर्ष की आयु में निधन हो गया है। रोमन कैथोलिक चर्च के सर्वोच्च धर्मगुरु पोप फ्रांसिस का 88 वर्ष की आयु में निधन हो गया है। रोमन कैथोलिक चर्च के सर्वोच्च धर्मगुरु पोप फ्रांसिस का 88 वर्ष की आयु में निधन हो गया है। रोमन कैथोलिक चर्च के सर्वोच्च धर्मगुरु पोप फ्रांसिस का 88 वर्ष की आयु में निधन हो गया है। रोमन कैथोलिक चर्च के सर्वोच्च धर्मगुरु पोप फ्रांसिस का 88 वर्ष की आयु में निधन हो गया है। रोमन कैथोलिक चर्च के सर्वोच्च धर्मगुरु पोप फ्रांसिस का 88 वर्ष की आयु में निधन हो गया है। रोमन कैथोलिक चर्च के सर्वोच्च धर्मगुरु पोप फ्रांसिस का 88 वर्ष की आयु में निधन हो गया है। रोमन कैथोलिक चर्च के सर्वोच्च धर्मगुरु पोप फ्रांसिस का 88 वर्ष की आयु में निधन हो गया है। रोमन कैथोलिक चर्च के सर्वोच्च धर्मगुरु पोप फ्रांसिस का 88 वर्ष की आयु में निधन हो गया है। रोमन कैथोलिक चर्च के सर्वोच्च धर्मगुरु पोप फ्रांसिस का 88 वर्ष की आयु में निधन हो गया है। रोमन कैथोलिक चर्च के सर्वोच्च धर्मगुरु पोप फ्रांसिस का 88 वर्ष की आयु में निधन हो गया है। रोमन कैथोलिक चर्च के सर्वोच्च धर्मगुरु पोप फ्रांसिस का 88 वर्ष की आयु में निधन हो गया है। रोमन कैथोलिक चर्च के सर्वोच्च धर्मगुरु पोप फ्रांसिस का 88 वर्ष की आयु में निधन हो गया है। रोमन कैथोलिक चर्च के सर्वोच्च धर्मगुरु पोप फ्रांसिस का 88 वर्ष की आयु में निधन हो गया है। रोमन कैथोलिक चर्च के सर्वोच्च धर्मगुरु पोप फ्रांसिस का 88 वर्ष की आयु में निधन हो गया है।: [176, 642, 242, 811]
social-body: किसी जमाने में किसी द्रोणाचार्य की गाली ही उसके सपनों और संस्कारों का हिस्सा हुआ करती थी। किसी जमाने में किसी द्रोणाचार्य की गाली ही उसके सपनों और संस्कारों का हिस्सा हुआ करती थी। किसी जमाने में किसी द्रोणाचार्य की गाली ही उसके सपनों और संस्कारों का हिस्सा हुआ करती थी। किसी जमाने में किसी द्रोणाचार्य की गाली ही उसके सपनों और संस्कारों का हिस्सा हुआ करती थी। किसी जमाने में किसी द्रोणाचार्य की गाली ही उसके सपनों और संस्कारों का हिस्सा हुआ करती थी। किसी जमाने में किसी द्रोणाचार्य की गाली ही उसके सपनों और संस्कारों का हिस्सा हुआ करती थी। किसी जमाने में किसी द्रोणाचार्य की गाली ही उसके सपनों और संस्कारों का हिस्सा हुआ करती थी। किसी जमाने में किसी द्रोणाचार्य की गाली ही उसके सपनों और संस्कारों का हिस्सा हुआ करती थी। किसी जमाने में किसी द्रोणाचार्य की गाली ही उसके सपनों और संस्कारों का हिस्सा हुआ करती थी। किसी जमाने में किसी द्रोणाचार्य की गाली ही उसके सपनों और संस्कारों का हिस्सा हुआ करती थी। किसी जमाने में किसी द्रोणाचार्य की गाली ही उसके सपनों और संस्कारों का हिस्सा हुआ करती थी। किसी जमाने में किसी द्रोणाचार्य की गाली ही उसके सपनों और संस्कारों का हिस्सा हुआ करती थी। किसी जमाने में किसी द्रोणाचार्य की गाली ही उसके सपनों और संस्कारों का हिस्सा हुआ करती थी। किसी जमाने में किसी द्रोणाचार्य की गाली ही उसके सपनों और संस्कारों का हिस्सा हुआ करती थी। किसी जमाने में किसी द्रोणाचार्य की गाली ही उसके सपनों और संस्कारों का हिस्सा हुआ करती थी। किसी जमाने में किसी द्रोणाचार्य की गाली ही उसके सपनों और संस्कारों का हिस्सा हुआ करती थी। किसी जमाने में किसी द्रोणाचार्य की गाली ही उसके सपनों और संस्कारों का हिस्सा हुआ करती थी। किसी जमाने में किसी द्रोणाचार्य की गाली ही उसके सपनों और संस्कारों का हिस्सा हुआ करती थी।: [8, 576, 163, 646]
centralization-body-col6: सुप्रसिद्ध अर्थशास्त्री विद्वान अमर्त्य सेन ने एक बार कहा था कि भारत का संघीय ढांचा राज्यों के अधिकारों की रक्षा के लिए आवश्यक है। सुप्रसिद्ध अर्थशास्त्री विद्वान अमर्त्य सेन ने एक बार कहा था कि भारत का संघीय ढांचा राज्यों के अधिकारों की रक्षा के लिए आवश्यक है। सुप्रसिद्ध अर्थशास्त्री विद्वान अमर्त्य सेन ने एक बार कहा था कि भारत का संघीय ढांचा राज्यों के अधिकारों की रक्षा के लिए आवश्यक है। सुप्रसिद्ध अर्थशास्त्री विद्वान अमर्त्य सेन ने एक बार कहा था कि भारत का संघीय ढांचा राज्यों के अधिकारों की रक्षा के लिए आवश्यक है। सुप्रसिद्ध अर्थशास्त्री विद्वान अमर्त्य सेन ने एक बार कहा था कि भारत का संघीय ढांचा राज्यों के अधिकारों की रक्षा के लिए आवश्यक है। सुप्रसिद्ध अर्थशास्त्री विद्वान अमर्त्य सेन ने एक बार कहा था कि भारत का संघीय ढांचा राज्यों के अधिकारों की रक्षा के लिए आवश्यक है। सुप्रसिद्ध अर्थशास्त्री विद्वान अमर्त्य सेन ने एक बार कहा था कि भारत का संघीय ढांचा राज्यों के अधिकारों की रक्षा के लिए आवश्यक है। सुप्रसिद्ध अर्थशास्त्री विद्वान अमर्त्य सेन ने एक बार कहा था कि भारत का संघीय ढांचा राज्यों के अधिकारों की रक्षा के लिए आवश्यक है। सुप्रसिद्ध अर्थशास्त्री विद्वान अमर्त्य सेन ने एक बार कहा था कि भारत का संघीय ढांचा राज्यों के अधिकारों की रक्षा के लिए आवश्यक है। सुप्रसिद्ध अर्थशास्त्री विद्वान अमर्त्य सेन ने एक बार कहा था कि भारत का संघीय ढांचा राज्यों के अधिकारों की रक्षा के लिए आवश्यक है। सुप्रसिद्ध अर्थशास्त्री विद्वान अमर्त्य सेन ने एक बार कहा था कि भारत का संघीय ढांचा राज्यों के अधिकारों की रक्षा के लिए आवश्यक है। सुप्रसिद्ध अर्थशास्त्री विद्वान अमर्त्य सेन ने एक बार कहा था कि भारत का संघीय ढांचा राज्यों के अधिकारों की रक्षा के लिए आवश्यक है। सुप्रसिद्ध अर्थशास्त्री विद्वान अमर्त्य सेन ने एक बार कहा था कि भारत का संघीय ढांचा राज्यों के अधिकारों की रक्षा के लिए आवश्यक है। सुप्रसिद्ध अर्थशास्त्री विद्वान अमर्त्य सेन ने एक बार कहा था कि भारत का संघीय ढांचा राज्यों के अधिकारों की रक्षा के लिए आवश्यक है। सुप्रसिद्ध अर्थशास्त्री विद्वान अमर्त्य सेन ने एक बार कहा था कि भारत का संघीय ढांचा राज्यों के अधिकारों की रक्षा के लिए आवश्यक है। सुप्रसिद्ध अर्थशास्त्री विद्वान अमर्त्य सेन ने एक बार कहा था कि भारत का संघीय ढांचा राज्यों के अधिकारों की रक्षा के लिए आवश्यक है। सुप्रसिद्ध अर्थशास्त्री विद्वान अमर्त्य सेन ने एक बार कहा था कि भारत का संघीय ढांचा राज्यों के अधिकारों की रक्षा के लिए आवश्यक है। सुप्रसिद्ध अर्थशास्त्री विद्वान अमर्त्य सेन ने एक बार कहा था कि भारत का संघीय ढांचा राज्यों के अधिकारों की रक्षा के लिए आवश्यक है।: [538, 186, 626, 355]
letters-line-3: संपादकीय पेज पर प्रकाशित किसी भी लेख से संपादक का सहमत होना आवश्यक नहीं है। -संपादक: [8, 876, 80, 893]
amritvani-headline: ईश्वर के चरणों में: [308, 942, 384, 956]
pope-sidebar: 88 साल की उम्र में पोप फ्रांसिस के निधन के बाद अमेरिका-अर्जेंटीना कार्डिनल केविन फैरेल, कुछ समय के लिए रोमन कैथोलिक चर्च का काम संभालेंगे। नए पोप के निर्वाचन पर कॉन्क्लेव आयोजित किया जाएगा।: [366, 548, 454, 584]
social-author: -मनीष भारतिया की फेसबुक वॉल से: [103, 831, 163, 836]
patkawani-headline: जब गुरु ही करें गरिमा को लज्जित: [20, 411, 151, 423]
centralization-headline: केंद्रीकरण के खतरे: [446, 70, 588, 95]
pope-body-col2: रोमन कैथोलिक चर्च के सर्वोच्च धर्मगुरु पोप फ्रांसिस का 88 वर्ष की आयु में निधन हो गया है। रोमन कैथोलिक चर्च के सर्वोच्च धर्मगुरु पोप फ्रांसिस का 88 वर्ष की आयु में निधन हो गया है। रोमन कैथोलिक चर्च के सर्वोच्च धर्मगुरु पोप फ्रांसिस का 88 वर्ष की आयु में निधन हो गया है। रोमन कैथोलिक चर्च के सर्वोच्च धर्मगुरु पोप फ्रांसिस का 88 वर्ष की आयु में निधन हो गया है। रोमन कैथोलिक चर्च के सर्वोच्च धर्मगुरु पोप फ्रांसिस का 88 वर्ष की आयु में निधन हो गया है। रोमन कैथोलिक चर्च के सर्वोच्च धर्मगुरु पोप फ्रांसिस का 88 वर्ष की आयु में निधन हो गया है। रोमन कैथोलिक चर्च के सर्वोच्च धर्मगुरु पोप फ्रांसिस का 88 वर्ष की आयु में निधन हो गया है। रोमन कैथोलिक चर्च के सर्वोच्च धर्मगुरु पोप फ्रांसिस का 88 वर्ष की आयु में निधन हो गया है। रोमन कैथोलिक चर्च के सर्वोच्च धर्मगुरु पोप फ्रांसिस का 88 वर्ष की आयु में निधन हो गया है। रोमन कैथोलिक चर्च के सर्वोच्च धर्मगुरु पोप फ्रांसिस का 88 वर्ष की आयु में निधन हो गया है। रोमन कैथोलिक चर्च के सर्वोच्च धर्मगुरु पोप फ्रांसिस का 88 वर्ष की आयु में निधन हो गया है। रोमन कैथोलिक चर्च के सर्वोच्च धर्मगुरु पोप फ्रांसिस का 88 वर्ष की आयु में निधन हो गया है। रोमन कैथोलिक चर्च के सर्वोच्च धर्मगुरु पोप फ्रांसिस का 88 वर्ष की आयु में निधन हो गया है। रोमन कैथोलिक चर्च के सर्वोच्च धर्मगुरु पोप फ्रांसिस का 88 वर्ष की आयु में निधन हो गया है। रोमन कैथोलिक चर्च के सर्वोच्च धर्मगुरु पोप फ्रांसिस का 88 वर्ष की आयु में निधन हो गया है। रोमन कैथोलिक चर्च के सर्वोच्च धर्मगुरु पोप फ्रांसिस का 88 वर्ष की आयु में निधन हो गया है। रोमन कैथोलिक चर्च के सर्वोच्च धर्मगुरु पोप फ्रांसिस का 88 वर्ष की आयु में निधन हो गया है। रोमन कैथोलिक चर्च के सर्वोच्च धर्मगुरु पोप फ्रांसिस का 88 वर्ष की आयु में निधन हो गया है।: [246, 642, 314, 811]
centralization-body-col2: सुप्रसिद्ध अर्थशास्त्री विद्वान अमर्त्य सेन ने एक बार कहा था कि भारत का संघीय ढांचा राज्यों के अधिकारों की रक्षा के लिए आवश्यक है। सुप्रसिद्ध अर्थशास्त्री विद्वान अमर्त्य सेन ने एक बार कहा था कि भारत का संघीय ढांचा राज्यों के अधिकारों की रक्षा के लिए आवश्यक है। सुप्रसिद्ध अर्थशास्त्री विद्वान अमर्त्य सेन ने एक बार कहा था कि भारत का संघीय ढांचा राज्यों के अधिकारों की रक्षा के लिए आवश्यक है। सुप्रसिद्ध अर्थशास्त्री विद्वान अमर्त्य सेन ने एक बार कहा था कि भारत का संघीय ढांचा राज्यों के अधिकारों की रक्षा के लिए आवश्यक है। सुप्रसिद्ध अर्थशास्त्री विद्वान अमर्त्य सेन ने एक बार कहा था कि भारत का संघीय ढांचा राज्यों के अधिकारों की रक्षा के लिए आवश्यक है। सुप्रसिद्ध अर्थशास्त्री विद्वान अमर्त्य सेन ने एक बार कहा था कि भारत का संघीय ढांचा राज्यों के अधिकारों की रक्षा के लिए आवश्यक है। सुप्रसिद्ध अर्थशास्त्री विद्वान अमर्त्य सेन ने एक बार कहा था कि भारत का संघीय ढांचा राज्यों के अधिकारों की रक्षा के लिए आवश्यक है। सुप्रसिद्ध अर्थशास्त्री विद्वान अमर्त्य सेन ने एक बार कहा था कि भारत का संघीय ढांचा राज्यों के अधिकारों की रक्षा के लिए आवश्यक है। सुप्रसिद्ध अर्थशास्त्री विद्वान अमर्त्य सेन ने एक बार कहा था कि भारत का संघीय ढांचा राज्यों के अधिकारों की रक्षा के लिए आवश्यक है। सुप्रसिद्ध अर्थशास्त्री विद्वान अमर्त्य सेन ने एक बार कहा था कि भारत का संघीय ढांचा राज्यों के अधिकारों की रक्षा के लिए आवश्यक है। सुप्रसिद्ध अर्थशास्त्री विद्वान अमर्त्य सेन ने एक बार कहा था कि भारत का संघीय ढांचा राज्यों के अधिकारों की रक्षा के लिए आवश्यक है। सुप्रसिद्ध अर्थशास्त्री विद्वान अमर्त्य सेन ने एक बार कहा था कि भारत का संघीय ढांचा राज्यों के अधिकारों की रक्षा के लिए आवश्यक है। सुप्रसिद्ध अर्थशास्त्री विद्वान अमर्त्य सेन ने एक बार कहा था कि भारत का संघीय ढांचा राज्यों के अधिकारों की रक्षा के लिए आवश्यक है। सुप्रसिद्ध अर्थशास्त्री विद्वान अमर्त्य सेन ने एक बार कहा था कि भारत का संघीय ढांचा राज्यों के अधिकारों की रक्षा के लिए आवश्यक है। सुप्रसिद्ध अर्थशास्त्री विद्वान अमर्त्य: [240, 268, 304, 456]
pope-writer-caption: अविनाश राय: [214, 520, 234, 525]
letters-box: [8, 862, 163, 952]
pope-photo: [270, 546, 360, 638]
pope-dropcap: रो: [176, 559, 194, 589]
